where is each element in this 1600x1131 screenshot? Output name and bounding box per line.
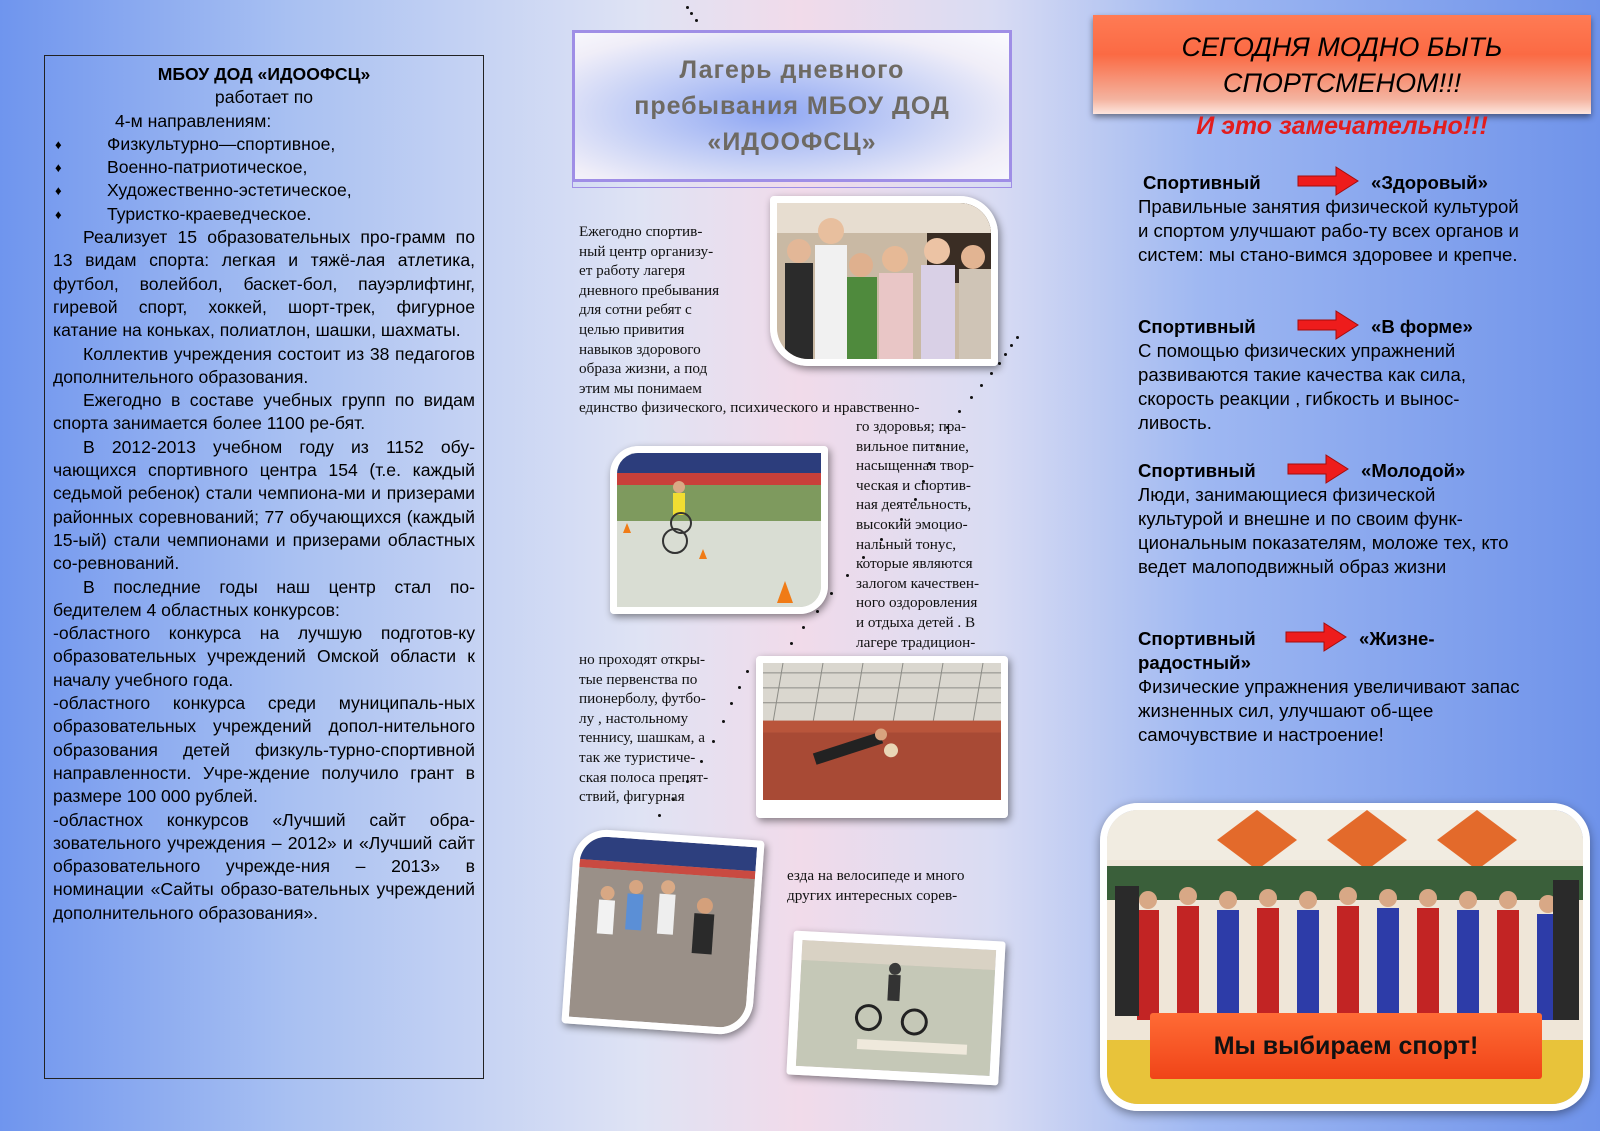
- choose-sport-banner: Мы выбираем спорт!: [1150, 1013, 1542, 1079]
- benefit-text: Физические упражнения увеличивают запас жизненных сил, улучшают об-щее самочувствие и настроение!: [1138, 676, 1520, 745]
- sporty-label: Спортивный: [1138, 460, 1256, 481]
- photo-cyclist-track: [610, 446, 828, 614]
- left-info-panel: [44, 55, 484, 1079]
- benefit-block-healthy: [1138, 171, 1523, 267]
- slogan-line: СПОРТСМЕНОМ!!!: [1222, 67, 1462, 98]
- students-paragraph: Ежегодно в составе учебных групп по видам спорта занимается более 1100 ре-бят.: [53, 390, 475, 434]
- camp-title-box: [572, 30, 1012, 182]
- benefit-text: Люди, занимающиеся физической культурой и внешне и по своим функ-циональным показателям, моложе тех, кто ведет малоподвижный образ жизни: [1138, 484, 1509, 577]
- wonderful-subtitle: И это замечательно!!!: [1196, 112, 1488, 140]
- list-item: ♦ Туристко-краеведческое.: [53, 203, 475, 226]
- diamond-bullet-icon: ♦: [55, 160, 62, 176]
- sporty-label: Спортивный: [1143, 172, 1261, 193]
- photo-goalkeeper: [756, 656, 1008, 818]
- camp-title-underline: [572, 181, 1012, 188]
- benefit-text: Правильные занятия физической культурой и спортом улучшают рабо-ту всех органов и систем: мы стано-вимся здоровее и крепче.: [1138, 196, 1519, 265]
- contest-item: -областнох конкурсов «Лучший сайт обра-зовательного учреждения – 2012» и «Лучший сайт образовательного учрежде-ния – 2013» в номинации «Сайты образо-вательных учреждений дополнительного образования».: [53, 809, 475, 923]
- list-item: ♦ Физкультурно—спортивное,: [53, 133, 475, 156]
- champions-paragraph: В 2012-2013 учебном году из 1152 обу-чающихся спортивного центра 154 (т.е. каждый седьмой ребенок) стали чемпиона-ми и призерами районных соревнований; 77 обучающихся (каждый 15-ый) стали чемпионами и призерами областных со-ревнований.: [53, 436, 475, 574]
- quality-label: «Жизне-: [1359, 628, 1435, 649]
- benefit-block-fit: [1138, 315, 1523, 435]
- right-arrow-icon: [1284, 621, 1348, 653]
- contests-paragraph: В последние годы наш центр стал по-бедителем 4 областных конкурсов:: [53, 576, 475, 620]
- benefit-block-young: [1138, 459, 1523, 579]
- benefit-text: С помощью физических упражнений развиваются такие качества как сила, скорость реакции , гибкость и вынос-ливость.: [1138, 340, 1467, 433]
- directions-list: [53, 133, 475, 226]
- camp-text-block-4: езда на велосипеде и много других интересных сорев-: [787, 867, 965, 904]
- works-by-label: работает по: [214, 87, 314, 108]
- right-arrow-icon: [1296, 165, 1360, 197]
- camp-text-wide-line: единство физического, психического и нравственно-: [579, 399, 920, 416]
- camp-title-line: Лагерь дневного: [679, 56, 905, 84]
- slogan-banner: [1093, 15, 1591, 114]
- org-name: МБОУ ДОД «ИДООФСЦ»: [157, 64, 371, 84]
- sporty-label: Спортивный: [1138, 316, 1256, 337]
- contest-item: -областного конкурса среди муниципаль-ных образовательных учреждений допол-нительного образования детей физкуль-турно-спортивной направленности. Учре-ждение получило грант в размере 100 000 рублей.: [53, 693, 475, 807]
- camp-title-line: пребывания МБОУ ДОД: [634, 92, 950, 120]
- contest-item: -областного конкурса на лучшую подготов-ку образовательных учреждений Омской области к началу учебного года.: [53, 623, 475, 690]
- list-item: ♦ Военно-патриотическое,: [53, 156, 475, 179]
- camp-text-block-3: но проходят откры- тые первенства по пионерболу, футбо- лу , настольному теннису, шашкам, а так же туристиче- ская полоса препят- ствий, фигурная: [579, 651, 709, 806]
- quality-label-continued: радостный»: [1138, 652, 1251, 673]
- diamond-bullet-icon: ♦: [55, 136, 62, 152]
- photo-bike-stunt: [786, 931, 1005, 1086]
- camp-text-block-2: го здоровья; пра- вильное питание, насыщенная твор- ческая и спортив- ная деятельность, высокий эмоцио- нальный тонус, которые являются залогом качествен- ного оздоровления и отдыха детей . В лагере традицион-: [856, 418, 980, 651]
- photo-kids-running: [561, 828, 764, 1037]
- slogan-line: СЕГОДНЯ МОДНО БЫТЬ: [1181, 31, 1503, 62]
- diamond-bullet-icon: ♦: [55, 183, 62, 199]
- staff-paragraph: Коллектив учреждения состоит из 38 педагогов дополнительного образования.: [53, 343, 475, 387]
- quality-label: «В форме»: [1371, 316, 1473, 337]
- photo-children-interview: [770, 196, 998, 366]
- diamond-bullet-icon: ♦: [55, 206, 62, 222]
- right-arrow-icon: [1296, 309, 1360, 341]
- benefit-block-cheerful: [1138, 627, 1523, 747]
- list-item: ♦ Художественно-эстетическое,: [53, 179, 475, 202]
- right-arrow-icon: [1286, 453, 1350, 485]
- quality-label: «Молодой»: [1361, 460, 1466, 481]
- quality-label: «Здоровый»: [1371, 172, 1488, 193]
- programs-paragraph: Реализует 15 образовательных про-грамм по 13 видам спорта: легкая и тяжё-лая атлетика, футбол, волейбол, баскет-бол, пауэрлифтинг, гиревой спорт, хоккей, шорт-трек, фигурное катание на коньках, полиатлон, шашки, шахматы.: [53, 227, 475, 341]
- sporty-label: Спортивный: [1138, 628, 1256, 649]
- directions-title: 4-м направлениям:: [115, 110, 272, 131]
- camp-text-block-1: Ежегодно спортив- ный центр организу- ет работу лагеря дневного пребывания для сотни ребят с целью привития навыков здорового образа жизни, а под этим мы понимаем: [579, 223, 720, 397]
- camp-title-line: «ИДООФСЦ»: [707, 128, 877, 156]
